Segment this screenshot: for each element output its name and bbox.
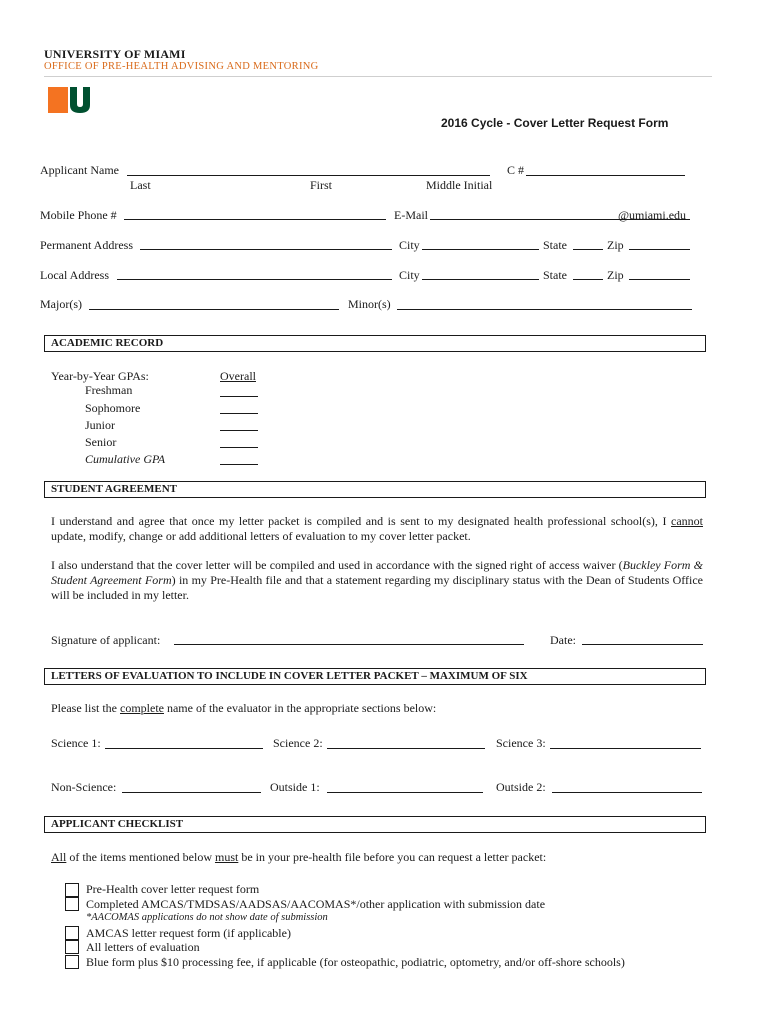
checklist-intro: All of the items mentioned below must be in your pre-health file before you can request a letter packet: (51, 850, 547, 864)
local-state-field[interactable] (573, 279, 603, 280)
local-address-label: Local Address (40, 268, 109, 282)
checklist-item-4: All letters of evaluation (86, 940, 200, 954)
applicant-name-field[interactable] (127, 175, 490, 176)
science-1-field[interactable] (105, 748, 263, 749)
majors-label: Major(s) (40, 297, 82, 311)
science-3-field[interactable] (550, 748, 701, 749)
academic-record-title: ACADEMIC RECORD (51, 337, 164, 349)
science-3-label: Science 3: (496, 736, 546, 750)
checklist-item-1: Pre-Health cover letter request form (86, 882, 260, 896)
year-freshman: Freshman (85, 383, 133, 397)
freshman-gpa-field[interactable] (220, 396, 258, 397)
permanent-address-label: Permanent Address (40, 238, 133, 252)
letters-instructions: Please list the complete name of the evaluator in the appropriate sections below: (51, 701, 437, 715)
science-2-field[interactable] (327, 748, 485, 749)
outside-1-label: Outside 1: (270, 780, 320, 794)
first-name-caption: First (310, 178, 333, 192)
aacomas-note: *AACOMAS applications do not show date of submission (86, 912, 328, 923)
junior-gpa-field[interactable] (220, 430, 258, 431)
checkbox-amcas-request[interactable] (65, 926, 79, 940)
email-label: E-Mail (394, 208, 428, 222)
overall-label: Overall (220, 369, 256, 383)
office-name: OFFICE OF PRE-HEALTH ADVISING AND MENTORING (44, 61, 319, 72)
gpa-label: Year-by-Year GPAs: (51, 369, 149, 383)
outside-1-field[interactable] (327, 792, 483, 793)
university-name: UNIVERSITY OF MIAMI (44, 47, 186, 61)
applicant-checklist-title: APPLICANT CHECKLIST (51, 818, 184, 830)
applicant-name-label: Applicant Name (40, 163, 119, 177)
checkbox-blue-form[interactable] (65, 955, 79, 969)
signature-field[interactable] (174, 644, 524, 645)
permanent-state-field[interactable] (573, 249, 603, 250)
letters-header (44, 668, 706, 685)
senior-gpa-field[interactable] (220, 447, 258, 448)
email-domain-underline (618, 219, 690, 220)
middle-initial-caption: Middle Initial (426, 178, 493, 192)
local-zip-label: Zip (607, 268, 624, 282)
logo-orange-inner (52, 87, 64, 107)
outside-2-field[interactable] (552, 792, 702, 793)
local-zip-field[interactable] (629, 279, 690, 280)
cumulative-gpa-field[interactable] (220, 464, 258, 465)
date-field[interactable] (582, 644, 703, 645)
academic-record-header (44, 335, 706, 352)
checkbox-cover-letter-form[interactable] (65, 883, 79, 897)
checkbox-letters[interactable] (65, 940, 79, 954)
non-science-label: Non-Science: (51, 780, 117, 794)
permanent-state-label: State (543, 238, 567, 252)
science-2-label: Science 2: (273, 736, 323, 750)
email-domain: @umiami.edu (618, 208, 687, 222)
minors-label: Minor(s) (348, 297, 391, 311)
applicant-checklist-header (44, 816, 706, 833)
student-agreement-header (44, 481, 706, 498)
year-sophomore: Sophomore (85, 401, 141, 415)
signature-label: Signature of applicant: (51, 633, 161, 647)
local-city-field[interactable] (422, 279, 539, 280)
student-agreement-title: STUDENT AGREEMENT (51, 483, 178, 495)
agreement-paragraph-1: I understand and agree that once my letter packet is compiled and is sent to my designated health professional school(s), I cannot update, modify, change or add additional letters of evaluation to my cover letter packet. (51, 514, 703, 543)
mobile-phone-field[interactable] (124, 219, 386, 220)
permanent-zip-label: Zip (607, 238, 624, 252)
outside-2-label: Outside 2: (496, 780, 546, 794)
science-1-label: Science 1: (51, 736, 101, 750)
year-junior: Junior (85, 418, 115, 432)
checklist-item-2: Completed AMCAS/TMDSAS/AADSAS/AACOMAS*/other application with submission date (86, 897, 546, 911)
permanent-address-field[interactable] (140, 249, 392, 250)
majors-field[interactable] (89, 309, 339, 310)
checkbox-application[interactable] (65, 897, 79, 911)
permanent-city-label: City (399, 238, 420, 252)
form-title: 2016 Cycle - Cover Letter Request Form (441, 116, 669, 130)
local-city-label: City (399, 268, 420, 282)
checklist-item-5: Blue form plus $10 processing fee, if applicable (for osteopathic, podiatric, optometry, and/or off-shore schools) (86, 955, 625, 969)
non-science-field[interactable] (122, 792, 261, 793)
permanent-city-field[interactable] (422, 249, 539, 250)
year-senior: Senior (85, 435, 117, 449)
c-number-field[interactable] (526, 175, 685, 176)
header-divider (44, 76, 712, 77)
sophomore-gpa-field[interactable] (220, 413, 258, 414)
minors-field[interactable] (397, 309, 692, 310)
permanent-zip-field[interactable] (629, 249, 690, 250)
email-field[interactable] (430, 219, 618, 220)
date-label: Date: (550, 633, 576, 647)
c-number-label: C # (507, 163, 525, 177)
local-address-field[interactable] (117, 279, 392, 280)
mobile-phone-label: Mobile Phone # (40, 208, 117, 222)
last-name-caption: Last (130, 178, 151, 192)
agreement-paragraph-2: I also understand that the cover letter will be compiled and used in accordance with the signed right of access waiver (Buckley Form & Student Agreement Form) in my Pre-Health file and that a statement regarding my disciplinary status with the Dean of Students Office will be included in my letter. (51, 558, 704, 602)
logo-green-block (70, 87, 90, 113)
checklist-item-3: AMCAS letter request form (if applicable) (86, 926, 291, 940)
university-u-logo (48, 87, 92, 113)
local-state-label: State (543, 268, 567, 282)
letters-title: LETTERS OF EVALUATION TO INCLUDE IN COVER LETTER PACKET – MAXIMUM OF SIX (51, 670, 528, 682)
cumulative-gpa-label: Cumulative GPA (85, 452, 166, 466)
